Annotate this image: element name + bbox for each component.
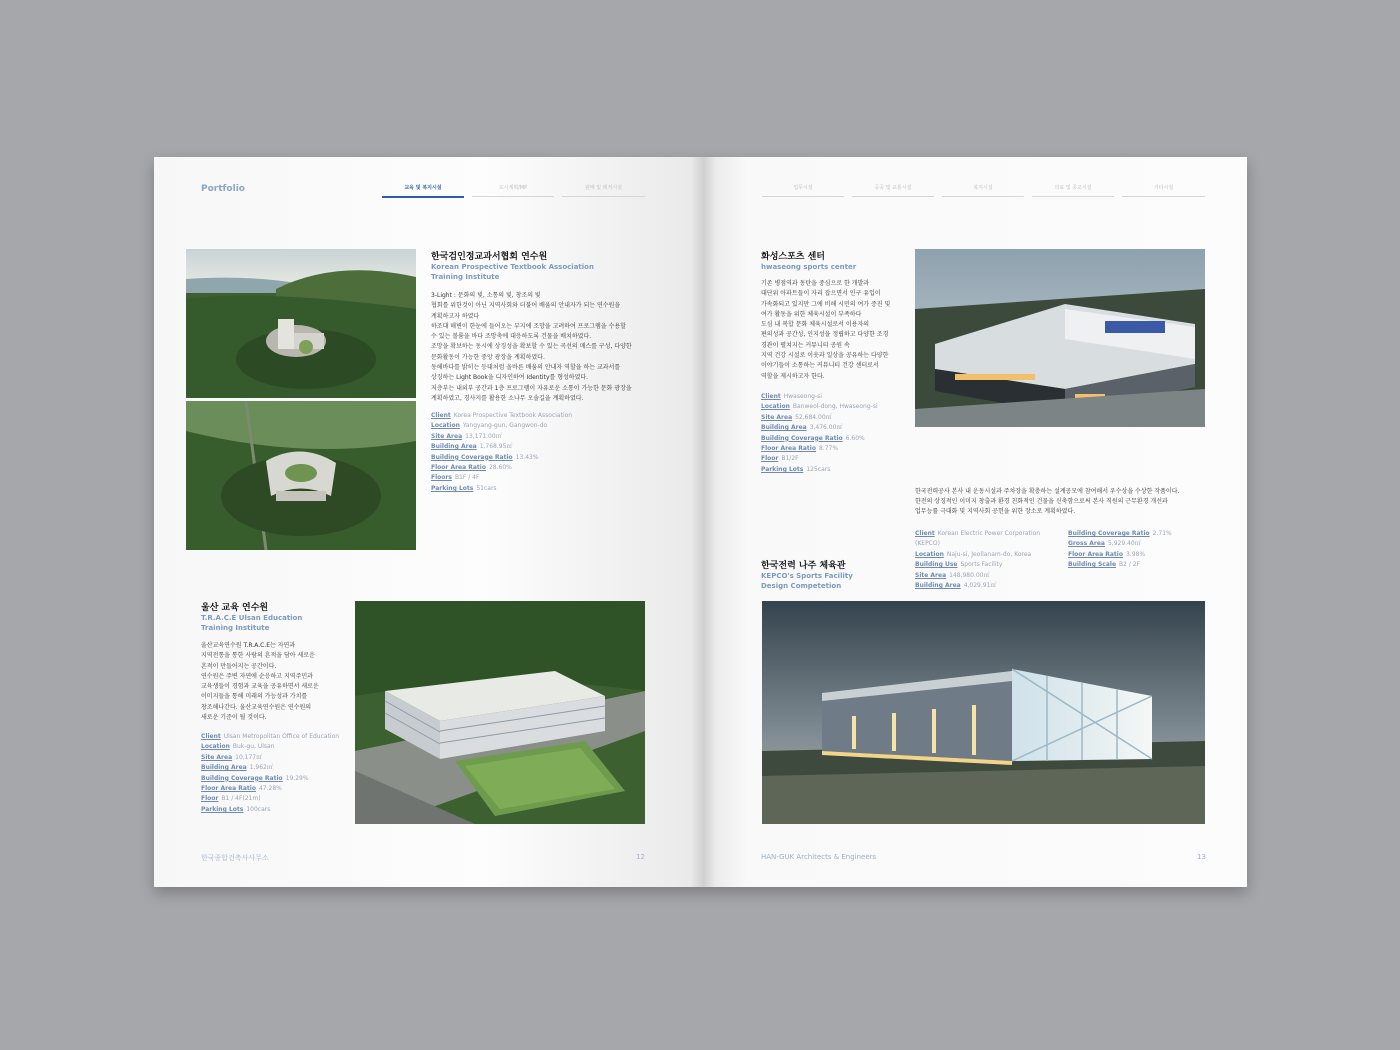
spec-row <box>201 732 341 742</box>
description-line: 경관이 펼쳐지는 커뮤니티 공원 속 <box>761 341 850 349</box>
description-line: 업무능률 극대화 및 지역사회 공헌을 위한 장소로 계획하였다. <box>915 508 1076 515</box>
spec-value: Banweol-dong, Hwaseong-si <box>792 403 878 411</box>
spec-key: Building Coverage Ratio <box>201 774 283 782</box>
spec-row <box>1068 550 1205 560</box>
spec-row <box>761 423 906 433</box>
textbook-institute-aerial-image <box>186 249 416 398</box>
spec-value: 19.29% <box>285 774 309 782</box>
spec-key: Building Use <box>915 561 958 569</box>
spec-value: 13.43% <box>515 453 539 461</box>
description-line: 대단위 아파트들이 자리 잡으면서 인구 유입이 <box>761 290 881 298</box>
description-line: 3-Light : 문화의 빛, 소통의 빛, 창조의 빛 <box>431 292 541 299</box>
description-line: 지역 건강 시설로 이웃과 일상을 공유하는 다양한 <box>761 352 889 360</box>
description-line: 계획하고자 하였다 <box>431 312 480 320</box>
description-line: 기존 병점역과 동탄을 중심으로 한 개발과 <box>761 280 870 287</box>
spec-value: 5,929.40㎡ <box>1107 540 1141 548</box>
spec-value: 148,980.00㎡ <box>949 571 990 579</box>
spec-row <box>201 794 341 804</box>
description-line: 가속화되고 있지만 그에 비해 시민의 여가 증진 및 <box>761 300 891 308</box>
spec-key: Building Area <box>761 424 807 432</box>
spec-value: 4,029.91㎡ <box>963 582 997 590</box>
description-line: 지역전통을 통한 사람의 흔적을 담아 새로운 <box>201 652 315 660</box>
spec-key: Parking Lots <box>431 484 474 492</box>
spec-row <box>1068 539 1205 549</box>
kepco-sports-title-en: KEPCO's Sports Facility Design Competetion <box>761 572 853 590</box>
spec-key: Site Area <box>431 432 463 440</box>
description-line: 상징하는 Light Book을 디자인하여 Identity를 형성하였다. <box>431 374 589 382</box>
spec-value: Naju-si, Jeollanam-do, Korea <box>946 550 1032 558</box>
spec-value: Buk-gu, Ulsan <box>232 743 275 751</box>
spec-key: Client <box>915 530 935 537</box>
description-line: 하조대 해변이 한눈에 들어오는 부지에 조망을 고려하여 프로그램을 수용할 <box>431 322 626 330</box>
description-line: 여가 활동을 위한 체육시설이 부족하다 <box>761 310 862 318</box>
spec-value: 3.98% <box>1125 550 1146 558</box>
spec-key: Building Area <box>201 764 247 772</box>
spec-key: Building Coverage Ratio <box>761 434 843 442</box>
kepco-sports-image <box>762 601 1205 824</box>
textbook-institute-title-kr: 한국검인정교과서협회 연수원 <box>431 252 548 262</box>
tab-public-transport[interactable]: 공공 및 교통시설 <box>852 184 934 197</box>
spec-row <box>761 392 906 402</box>
spec-row <box>761 454 906 464</box>
spec-value: B2 / 2F <box>1119 561 1141 569</box>
description-line: 도심 내 복합 문화 체육시설로서 이용자의 <box>761 321 870 329</box>
description-line: 저층부는 내외부 공간과 1층 프로그램이 자유로운 소통이 가능한 문화 광장을 <box>431 384 632 392</box>
ulsan-institute-image <box>355 601 645 824</box>
spec-row <box>201 742 341 752</box>
tab-office[interactable]: 업무시설 <box>762 184 844 197</box>
spec-key: Building Area <box>431 443 477 451</box>
description-line: 편의성과 공간성, 인지성을 정립하고 다양한 조경 <box>761 331 889 339</box>
spec-row <box>915 560 1065 570</box>
spec-value: Sports Facility <box>960 561 1003 569</box>
kepco-sports-specs-primary <box>915 529 1065 591</box>
spec-row <box>761 444 906 454</box>
spec-row <box>431 453 646 463</box>
description-line: 협회를 위한것이 아닌 지역사회와 더불어 배움의 안내자가 되는 연수원을 <box>431 302 621 310</box>
hwaseong-sports-description <box>761 279 906 382</box>
description-line: 창조해나간다. 울산교육연수원은 연수원의 <box>201 703 312 711</box>
spec-key: Building Coverage Ratio <box>431 453 513 461</box>
description-line: 역할을 제시하고자 한다. <box>761 372 825 380</box>
description-line: 교육생들이 경험과 교육을 공유하면서 새로운 <box>201 683 319 691</box>
textbook-institute-description <box>431 291 646 404</box>
hwaseong-sports-specs <box>761 392 906 475</box>
tab-welfare[interactable]: 복지시설 <box>942 184 1024 197</box>
left-footer-company: 한국종합건축사사무소 <box>201 854 269 862</box>
spec-key: Client <box>431 412 451 419</box>
description-line: 계획하였고, 경사지를 활용한 소나무 오솔길을 계획하였다. <box>431 394 584 402</box>
spec-key: Building Area <box>915 582 961 590</box>
spec-value: B1 / 4F(21m) <box>221 795 261 803</box>
spec-value: 28.60% <box>488 464 512 472</box>
spec-value: Ulsan Metropolitan Office of Education <box>223 733 340 740</box>
spec-value: Yangyang-gun, Gangwon-do <box>462 422 548 430</box>
tab-education-welfare[interactable]: 교육 및 복지시설 <box>382 184 464 198</box>
kepco-sports-description <box>915 487 1205 517</box>
ulsan-institute-title-kr: 울산 교육 연수원 <box>201 603 269 613</box>
spec-row <box>431 442 646 452</box>
spec-row <box>201 784 341 794</box>
spec-value: B1/2F <box>781 455 799 463</box>
spec-value: 6.60% <box>845 434 865 442</box>
spec-value: 3,476.00㎡ <box>809 424 843 432</box>
spec-key: Floor Area Ratio <box>761 445 816 453</box>
spec-value: 10,177㎡ <box>235 753 263 761</box>
spec-row <box>201 753 341 763</box>
description-line: 새로운 기준이 될 것이다. <box>201 714 267 722</box>
spec-row <box>915 550 1065 560</box>
spec-row <box>761 465 906 475</box>
spec-key: Building Coverage Ratio <box>1068 530 1150 537</box>
spec-row <box>431 421 646 431</box>
spec-key: Location <box>761 403 790 411</box>
spec-row <box>915 529 1065 550</box>
spec-key: Site Area <box>761 413 793 421</box>
spec-key: Floor Area Ratio <box>1068 550 1123 558</box>
description-line: 한전의 상징적인 이미지 창출과 환경 친화적인 건물을 신축함으로써 본사 직원의 근무환경 개선과 <box>915 498 1168 505</box>
spec-value: Korea Prospective Textbook Association <box>453 412 573 419</box>
left-page-number: 12 <box>636 853 645 861</box>
kepco-sports-specs-secondary <box>1068 529 1205 571</box>
tab-etc[interactable]: 기타시설 <box>1122 184 1205 197</box>
description-line: 조망을 확보하는 동시에 상징성을 확보할 수 있는 곡선의 매스를 구성, 다양한 <box>431 343 632 351</box>
spec-value: 1,768.95㎡ <box>479 443 513 451</box>
spec-row <box>201 805 341 815</box>
tab-retail-leisure[interactable]: 판매 및 레저시설 <box>562 184 645 197</box>
hwaseong-sports-title-kr: 화성스포츠 센터 <box>761 252 825 262</box>
spec-key: Location <box>201 743 230 751</box>
spec-value: 13,171.00㎡ <box>465 432 502 440</box>
right-page-number: 13 <box>1197 853 1206 861</box>
spec-key: Parking Lots <box>201 805 244 813</box>
description-line: 한국전력공사 본사 내 운동시설과 주차장을 확충하는 설계공모에 참여해서 우수상을 수상한 작품이다. <box>915 488 1180 495</box>
spec-value: Hwaseong-si <box>783 393 822 400</box>
portfolio-label: Portfolio <box>201 184 245 194</box>
spec-value: B1F / 4F <box>454 474 480 482</box>
spec-key: Site Area <box>915 571 947 579</box>
spec-row <box>1068 529 1205 539</box>
spec-key: Site Area <box>201 753 233 761</box>
textbook-institute-birdseye-image <box>186 401 416 550</box>
textbook-institute-title-en: Korean Prospective Textbook Association Training Institute <box>431 263 594 281</box>
right-footer-company: HAN-GUK Architects & Engineers <box>761 853 877 861</box>
spec-value: 8.77% <box>818 445 839 453</box>
spec-key: Location <box>915 550 944 558</box>
spec-value: 47.28% <box>258 785 282 793</box>
description-line: 연수원은 주변 자연에 순응하고 지역주민과 <box>201 672 313 680</box>
tab-medical-religious[interactable]: 의료 및 종교시설 <box>1032 184 1114 197</box>
spec-key: Floor Area Ratio <box>201 785 256 793</box>
spec-row <box>915 581 1065 591</box>
description-line: 동해바다를 밝히는 등대처럼 올바른 배움의 안내자 역할을 하는 교과서를 <box>431 364 621 372</box>
ulsan-institute-title-en: T.R.A.C.E Ulsan Education Training Institute <box>201 614 303 632</box>
spec-value: 1,962㎡ <box>249 764 273 772</box>
spec-value: 52,684.00㎡ <box>795 413 832 421</box>
spec-key: Gross Area <box>1068 540 1105 548</box>
spec-key: Floor <box>761 455 779 463</box>
spec-key: Location <box>431 422 460 430</box>
spec-row <box>431 411 646 421</box>
spec-key: Client <box>201 733 221 740</box>
spec-value: Korean Electric Power Corporation (KEPCO) <box>915 530 1041 548</box>
spec-value: 125cars <box>806 465 831 473</box>
spec-key: Client <box>761 393 781 400</box>
spec-row <box>431 473 646 483</box>
book-gutter <box>690 157 716 887</box>
kepco-sports-title-kr: 한국전력 나주 체육관 <box>761 561 846 571</box>
spec-row <box>201 774 341 784</box>
spec-row <box>761 434 906 444</box>
description-line: 이미지들을 통해 미래의 가능성과 가치를 <box>201 693 308 701</box>
spec-row <box>431 463 646 473</box>
spec-value: 51cars <box>476 484 497 492</box>
spec-row <box>915 571 1065 581</box>
textbook-institute-specs <box>431 411 646 494</box>
description-line: 수 있는 볼륨을 바다 조망축에 대응하도록 건물을 배치하였다. <box>431 333 592 341</box>
spec-key: Floor <box>201 795 219 803</box>
description-line: 울산교육연수원 T.R.A.C.E는 자연과 <box>201 642 296 649</box>
spec-row <box>1068 560 1205 570</box>
spec-key: Parking Lots <box>761 465 804 473</box>
spec-row <box>201 763 341 773</box>
tab-urban-planning[interactable]: 도시계획/MP <box>472 184 554 197</box>
spec-row <box>761 413 906 423</box>
spec-row <box>431 484 646 494</box>
spec-value: 2.71% <box>1152 530 1172 537</box>
description-line: 문화활동이 가능한 중앙 광장을 계획하였다. <box>431 353 545 361</box>
hwaseong-sports-image <box>915 249 1205 427</box>
description-line: 이야기들이 소통하는 커뮤니티 건강 센터로서 <box>761 362 879 370</box>
spec-key: Floor Area Ratio <box>431 464 486 472</box>
description-line: 흔적이 만들어지는 공간이다. <box>201 662 277 670</box>
spec-row <box>431 432 646 442</box>
spec-key: Building Scale <box>1068 561 1117 569</box>
ulsan-institute-description <box>201 641 346 723</box>
spec-value: 100cars <box>246 805 271 813</box>
spec-key: Floors <box>431 474 452 482</box>
spec-row <box>761 402 906 412</box>
ulsan-institute-specs <box>201 732 341 815</box>
hwaseong-sports-title-en: hwaseong sports center <box>761 263 857 271</box>
